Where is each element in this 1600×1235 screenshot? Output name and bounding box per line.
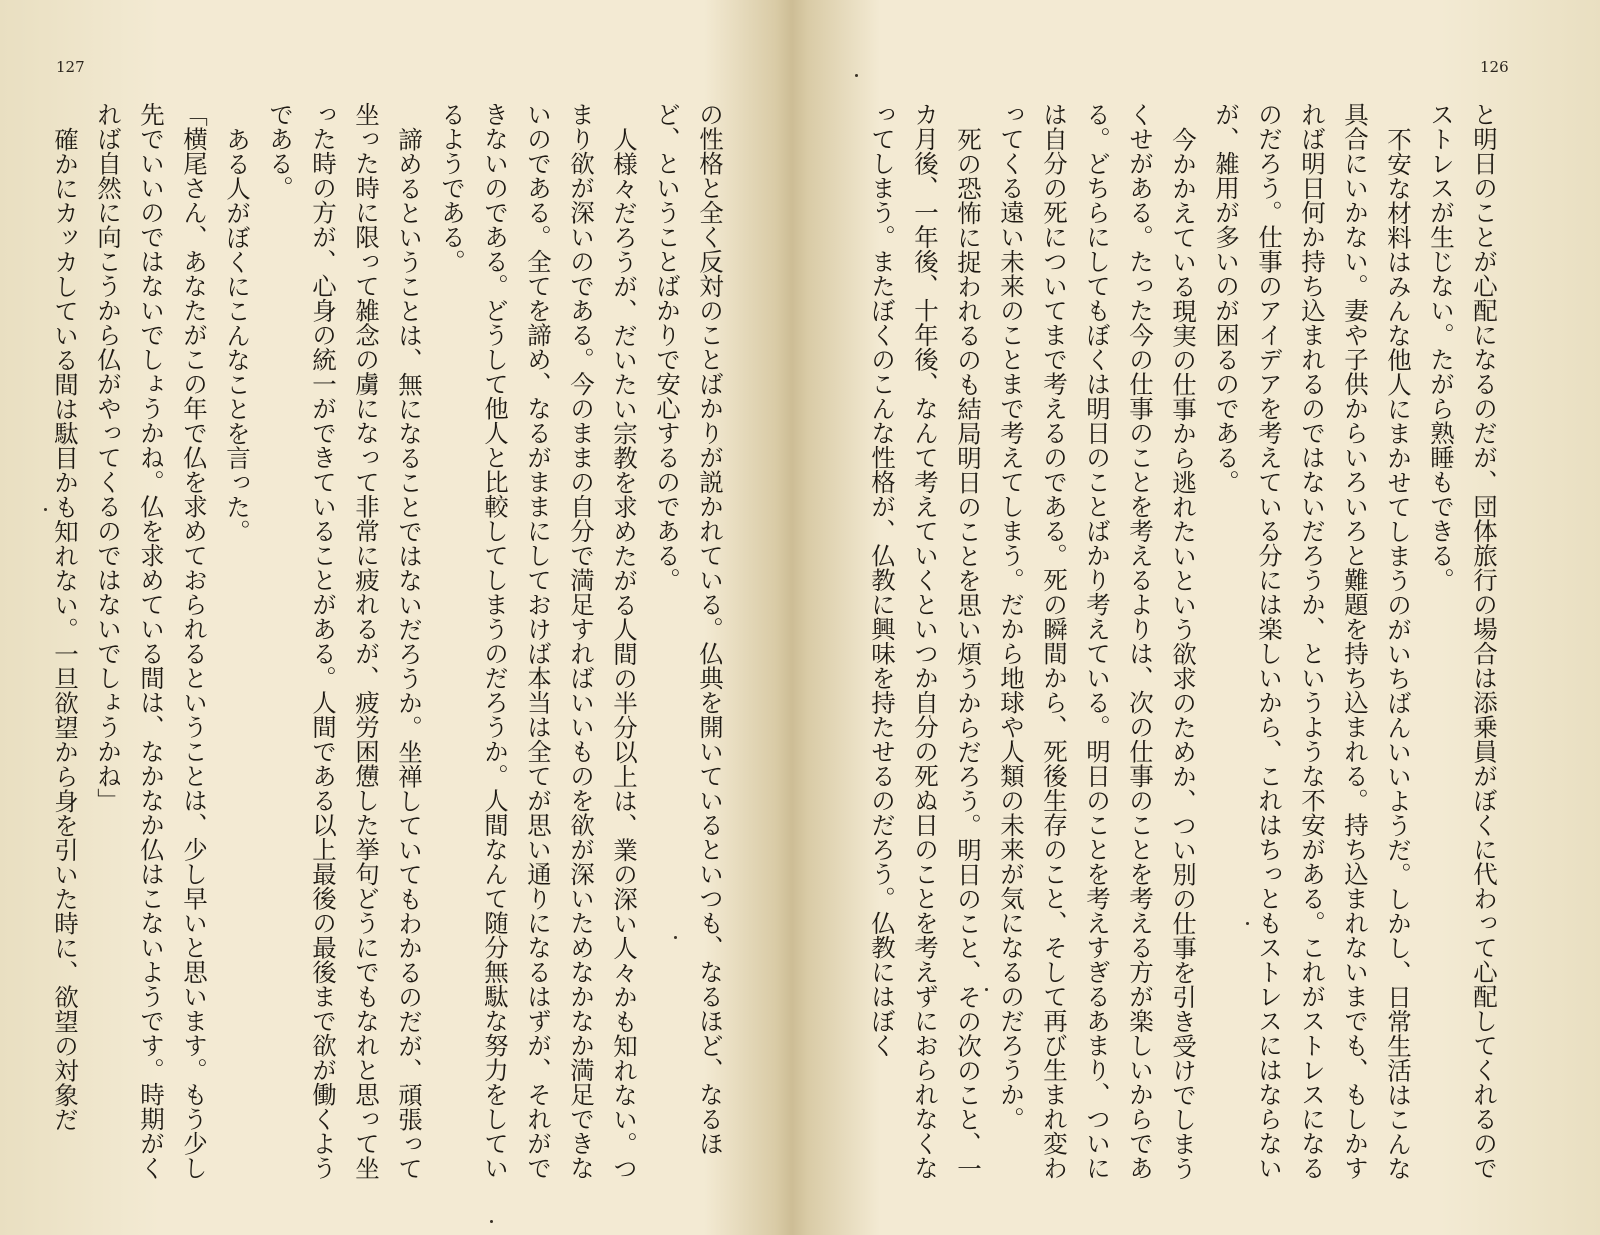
paragraph: ある人がぼくにこんなことを言った。 [223,126,252,543]
paper-speck [44,508,47,511]
left-page-body [42,102,732,1202]
right-page-number: 126 [1480,58,1509,76]
right-page-body [812,102,1506,1202]
paragraph: 「横尾さん、あなたがこの年で仏を求めておられるということは、少し早いと思います。もう少し先でいいのではないでしょうかね。仏を求めている間は、なかなか仏はこないようです。時期がくれば自然に向こうから仏がやってくるのではないでしょうかね」 [94,102,209,1180]
paragraph: 諦めるということは、無になることではないだろうか。坐禅していてもわかるのだが、頑張って坐った時に限って雑念の虜になって非常に疲れるが、疲労困憊した挙句どうにでもなれと思って坐った時の方が、心身の統一ができていることがある。人間である以上最後の最後まで欲が働くようである。 [266,102,424,1180]
paragraph: 確かにカッカしている間は駄目かも知れない。一旦欲望から身を引いた時に、欲望の対象だ [51,126,80,1131]
paper-speck [985,988,988,991]
paragraph: 今かかえている現実の仕事から逃れたいという欲求のためか、つい別の仕事を引き受けでしまうくせがある。たった今の仕事のことを考えるよりは、次の仕事のことを考える方が楽しいからである。どちらにしてもぼくは明日のことばかり考えている。明日のことを考えすぎるあまり、ついには自分の死についてまで考えるのである。死の瞬間から、死後生存のこと、そして再び生まれ変わってくる遠い未来のことまで考えてしまう。だから地球や人類の未来が気になるのだろうか。 [997,102,1198,1180]
paper-speck [490,1220,493,1223]
paper-speck [1246,922,1249,925]
left-page-number: 127 [56,58,85,76]
left-page [0,0,790,1235]
right-page [790,0,1600,1235]
paper-speck [855,74,858,77]
paragraph: と明日のことが心配になるのだが、団体旅行の場合は添乗員がぼくに代わって心配してくれるのでストレスが生じない。たがら熟睡もできる。 [1427,102,1499,1180]
paper-speck [674,936,677,939]
paragraph: 不安な材料はみんな他人にまかせてしまうのがいちばんいいようだ。しかし、日常生活はこんな具合にいかない。妻や子供からいろいろと難題を持ち込まれる。持ち込まれないまでも、もしかすれば明日何か持ち込まれるのではないだろうか、というような不安がある。これがストレスになるのだろう。仕事のアイデアを考えている分には楽しいから、これはちっともストレスにはならないが、雑用が多いのが困るのである。 [1212,102,1413,1180]
paragraph: 人様々だろうが、だいたい宗教を求めたがる人間の半分以上は、業の深い人々かも知れない。つまり欲が深いのである。今のままの自分で満足すればいいものを欲が深いためなかなか満足できないのである。全てを諦め、なるがままにしておけば本当は全てが思い通りになるはずが、それができないのである。どうして他人と比較してしまうのだろうか。人間なんて随分無駄な努力をしているようである。 [438,102,639,1180]
paragraph: の性格と全く反対のことばかりが説かれている。仏典を開いているといつも、なるほど、なるほど、ということばかりで安心するのである。 [653,102,725,1156]
paragraph: 死の恐怖に捉われるのも結局明日のことを思い煩うからだろう。明日のこと、その次のこと、一カ月後、一年後、十年後、なんて考えていくといつか自分の死ぬ日のことを考えずにおられなくなってしまう。またぼくのこんな性格が、仏教に興味を持たせるのだろう。仏教にはぼく [868,102,983,1180]
